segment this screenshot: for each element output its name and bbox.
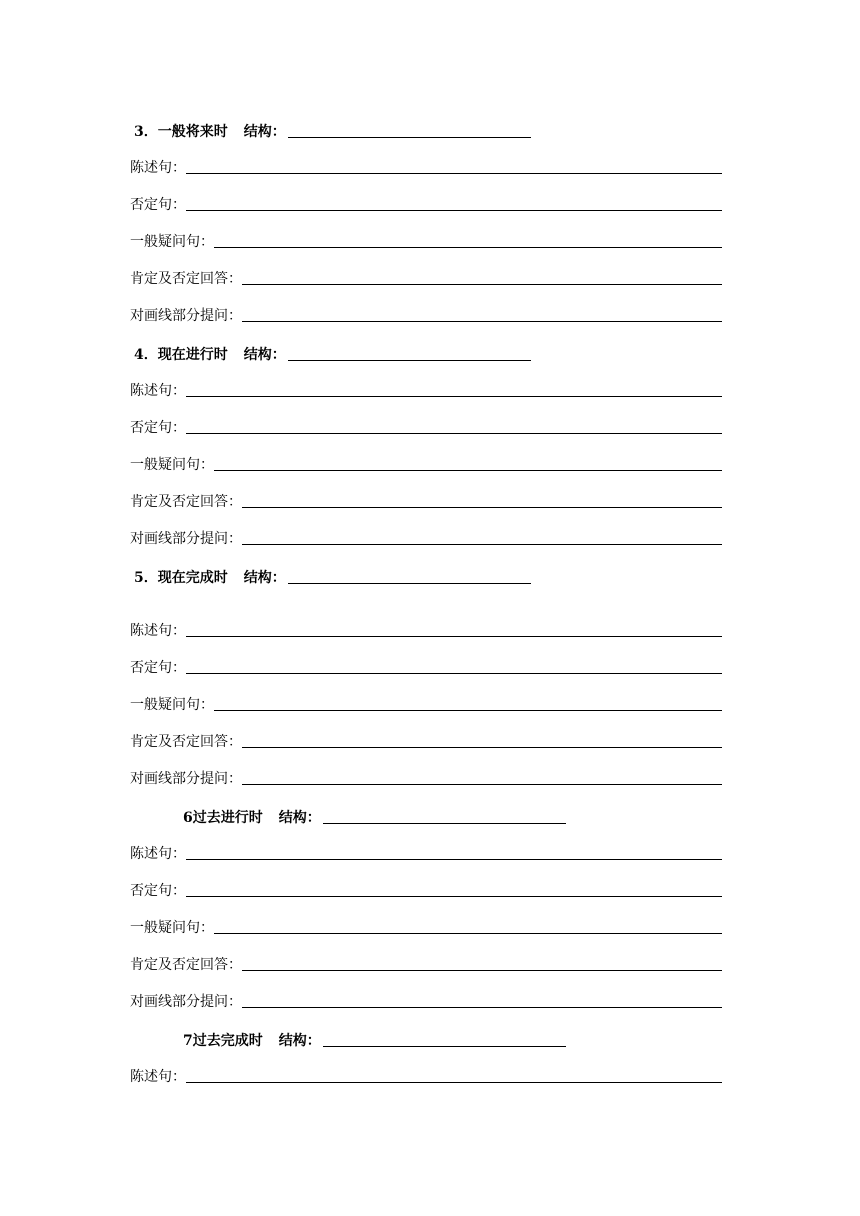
row-label: 一般疑问句： [130, 920, 214, 936]
structure-blank[interactable] [323, 823, 566, 824]
structure-label: 结构： [243, 347, 286, 363]
section-title: 过去完成时 [192, 1033, 263, 1049]
row-label: 否定句： [130, 660, 186, 676]
answer-blank[interactable] [242, 321, 722, 322]
row-label: 否定句： [130, 420, 186, 436]
structure-blank[interactable] [323, 1046, 566, 1047]
structure-blank[interactable] [288, 360, 531, 361]
answer-blank[interactable] [186, 210, 722, 211]
structure-label: 结构： [243, 124, 286, 140]
structure-label: 结构： [243, 570, 286, 586]
fill-row [130, 228, 722, 250]
row-label: 一般疑问句： [130, 457, 214, 473]
fill-row [130, 414, 722, 436]
fill-row [130, 988, 722, 1010]
section-heading [134, 341, 531, 363]
answer-blank[interactable] [242, 784, 722, 785]
answer-blank[interactable] [242, 507, 722, 508]
answer-blank[interactable] [242, 747, 722, 748]
fill-row [130, 191, 722, 213]
row-label: 否定句： [130, 197, 186, 213]
section-number: 6 [183, 810, 193, 826]
section-heading [183, 1027, 566, 1049]
section-title: 过去进行时 [192, 810, 263, 826]
fill-row [130, 728, 722, 750]
row-label: 一般疑问句： [130, 234, 214, 250]
row-label: 陈述句： [130, 846, 186, 862]
fill-row [130, 488, 722, 510]
section-title: 现在完成时 [157, 570, 228, 586]
row-label: 对画线部分提问： [130, 531, 242, 547]
section-heading [134, 118, 531, 140]
answer-blank[interactable] [186, 396, 722, 397]
fill-row [130, 302, 722, 324]
answer-blank[interactable] [186, 673, 722, 674]
fill-row [130, 525, 722, 547]
fill-row [130, 377, 722, 399]
fill-row [130, 877, 722, 899]
structure-blank[interactable] [288, 583, 531, 584]
section-number: 5． [134, 570, 158, 586]
answer-blank[interactable] [214, 247, 722, 248]
section-title: 现在进行时 [157, 347, 228, 363]
fill-row [130, 617, 722, 639]
answer-blank[interactable] [186, 896, 722, 897]
answer-blank[interactable] [242, 544, 722, 545]
row-label: 陈述句： [130, 623, 186, 639]
answer-blank[interactable] [214, 933, 722, 934]
fill-row [130, 840, 722, 862]
answer-blank[interactable] [186, 433, 722, 434]
row-label: 对画线部分提问： [130, 994, 242, 1010]
fill-row [130, 265, 722, 287]
row-label: 陈述句： [130, 383, 186, 399]
row-label: 肯定及否定回答： [130, 271, 242, 287]
fill-row [130, 691, 722, 713]
answer-blank[interactable] [214, 710, 722, 711]
structure-blank[interactable] [288, 137, 531, 138]
fill-row [130, 654, 722, 676]
answer-blank[interactable] [186, 173, 722, 174]
answer-blank[interactable] [242, 1007, 722, 1008]
section-number: 4． [134, 347, 158, 363]
row-label: 对画线部分提问： [130, 771, 242, 787]
answer-blank[interactable] [242, 970, 722, 971]
row-label: 对画线部分提问： [130, 308, 242, 324]
row-label: 肯定及否定回答： [130, 957, 242, 973]
structure-label: 结构： [278, 1033, 321, 1049]
answer-blank[interactable] [186, 636, 722, 637]
fill-row [130, 765, 722, 787]
answer-blank[interactable] [186, 859, 722, 860]
row-label: 肯定及否定回答： [130, 494, 242, 510]
fill-row [130, 451, 722, 473]
fill-row [130, 1063, 722, 1085]
fill-row [130, 951, 722, 973]
row-label: 一般疑问句： [130, 697, 214, 713]
answer-blank[interactable] [186, 1082, 722, 1083]
row-label: 陈述句： [130, 1069, 186, 1085]
fill-row [130, 914, 722, 936]
section-heading [134, 564, 531, 586]
section-number: 7 [183, 1033, 193, 1049]
structure-label: 结构： [278, 810, 321, 826]
row-label: 否定句： [130, 883, 186, 899]
fill-row [130, 154, 722, 176]
answer-blank[interactable] [242, 284, 722, 285]
section-title: 一般将来时 [157, 124, 228, 140]
row-label: 陈述句： [130, 160, 186, 176]
section-heading [183, 804, 566, 826]
row-label: 肯定及否定回答： [130, 734, 242, 750]
section-number: 3． [134, 124, 158, 140]
answer-blank[interactable] [214, 470, 722, 471]
